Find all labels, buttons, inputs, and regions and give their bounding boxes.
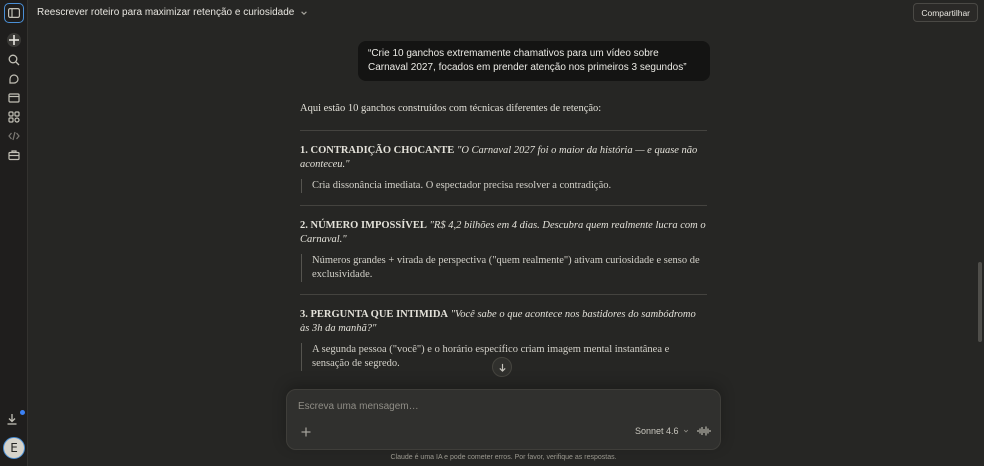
download-icon[interactable] — [6, 412, 22, 428]
message-input[interactable] — [298, 401, 698, 412]
hook-explanation: A segunda pessoa ("você") e o horário específico criam imagem mental instantânea e sensação de segredo. — [301, 343, 707, 371]
scroll-to-bottom-button[interactable] — [492, 357, 512, 377]
disclaimer-text: Claude é uma IA e pode cometer erros. Por favor, verifique as respostas. — [390, 454, 617, 461]
message-composer — [286, 389, 721, 450]
chevron-down-icon — [300, 9, 308, 17]
notification-dot — [20, 410, 25, 415]
hook-title: 1. CONTRADIÇÃO CHOCANTE — [300, 145, 455, 156]
model-selector[interactable] — [635, 426, 689, 436]
assistant-message — [300, 102, 707, 371]
hook-explanation: Números grandes + virada de perspectiva ("quem realmente") ativam curiosidade e senso de exclusividade. — [301, 254, 707, 282]
hook-explanation: Cria dissonância imediata. O espectador precisa resolver a contradição. — [301, 179, 707, 193]
chevron-down-icon — [683, 428, 689, 434]
model-name: Sonnet 4.6 — [635, 426, 679, 436]
header — [28, 0, 984, 26]
divider — [300, 205, 707, 206]
search-icon[interactable] — [6, 52, 22, 68]
plus-icon[interactable] — [300, 426, 312, 438]
projects-icon[interactable] — [6, 90, 22, 106]
hook-item — [300, 144, 707, 206]
scrollbar-thumb[interactable] — [978, 262, 982, 342]
divider — [300, 130, 707, 131]
hook-quote: "O Carnaval 2027 foi o maior da história — e quase não aconteceu." — [300, 145, 698, 170]
new-chat-icon[interactable] — [6, 32, 22, 48]
briefcase-icon[interactable] — [6, 147, 22, 163]
code-icon[interactable] — [6, 128, 22, 144]
user-message: “Crie 10 ganchos extremamente chamativos para um vídeo sobre Carnaval 2027, focados em prender atenção nos primeiros 3 segundos” — [358, 41, 710, 81]
artifacts-icon[interactable] — [6, 109, 22, 125]
voice-waveform-icon[interactable] — [697, 425, 711, 437]
hook-quote: "Você sabe o que acontece nos bastidores do sambódromo às 3h da manhã?" — [300, 309, 696, 334]
assistant-intro: Aqui estão 10 ganchos construídos com técnicas diferentes de retenção: — [300, 103, 602, 114]
divider — [300, 294, 707, 295]
hook-quote: "R$ 4,2 bilhões em 4 dias. Descubra quem realmente lucra com o Carnaval." — [300, 220, 706, 245]
hook-title: 3. PERGUNTA QUE INTIMIDA — [300, 309, 448, 320]
chats-icon[interactable] — [6, 71, 22, 87]
sidebar-toggle-icon[interactable] — [4, 3, 24, 23]
arrow-down-icon — [498, 363, 507, 372]
sidebar — [0, 0, 28, 466]
chat-title[interactable] — [37, 7, 308, 18]
chat-title-text: Reescrever roteiro para maximizar retenção e curiosidade — [37, 7, 295, 18]
share-button[interactable]: Compartilhar — [913, 3, 978, 22]
hook-title: 2. NÚMERO IMPOSSÍVEL — [300, 220, 427, 231]
avatar[interactable]: E — [3, 437, 25, 459]
hook-item — [300, 219, 707, 295]
